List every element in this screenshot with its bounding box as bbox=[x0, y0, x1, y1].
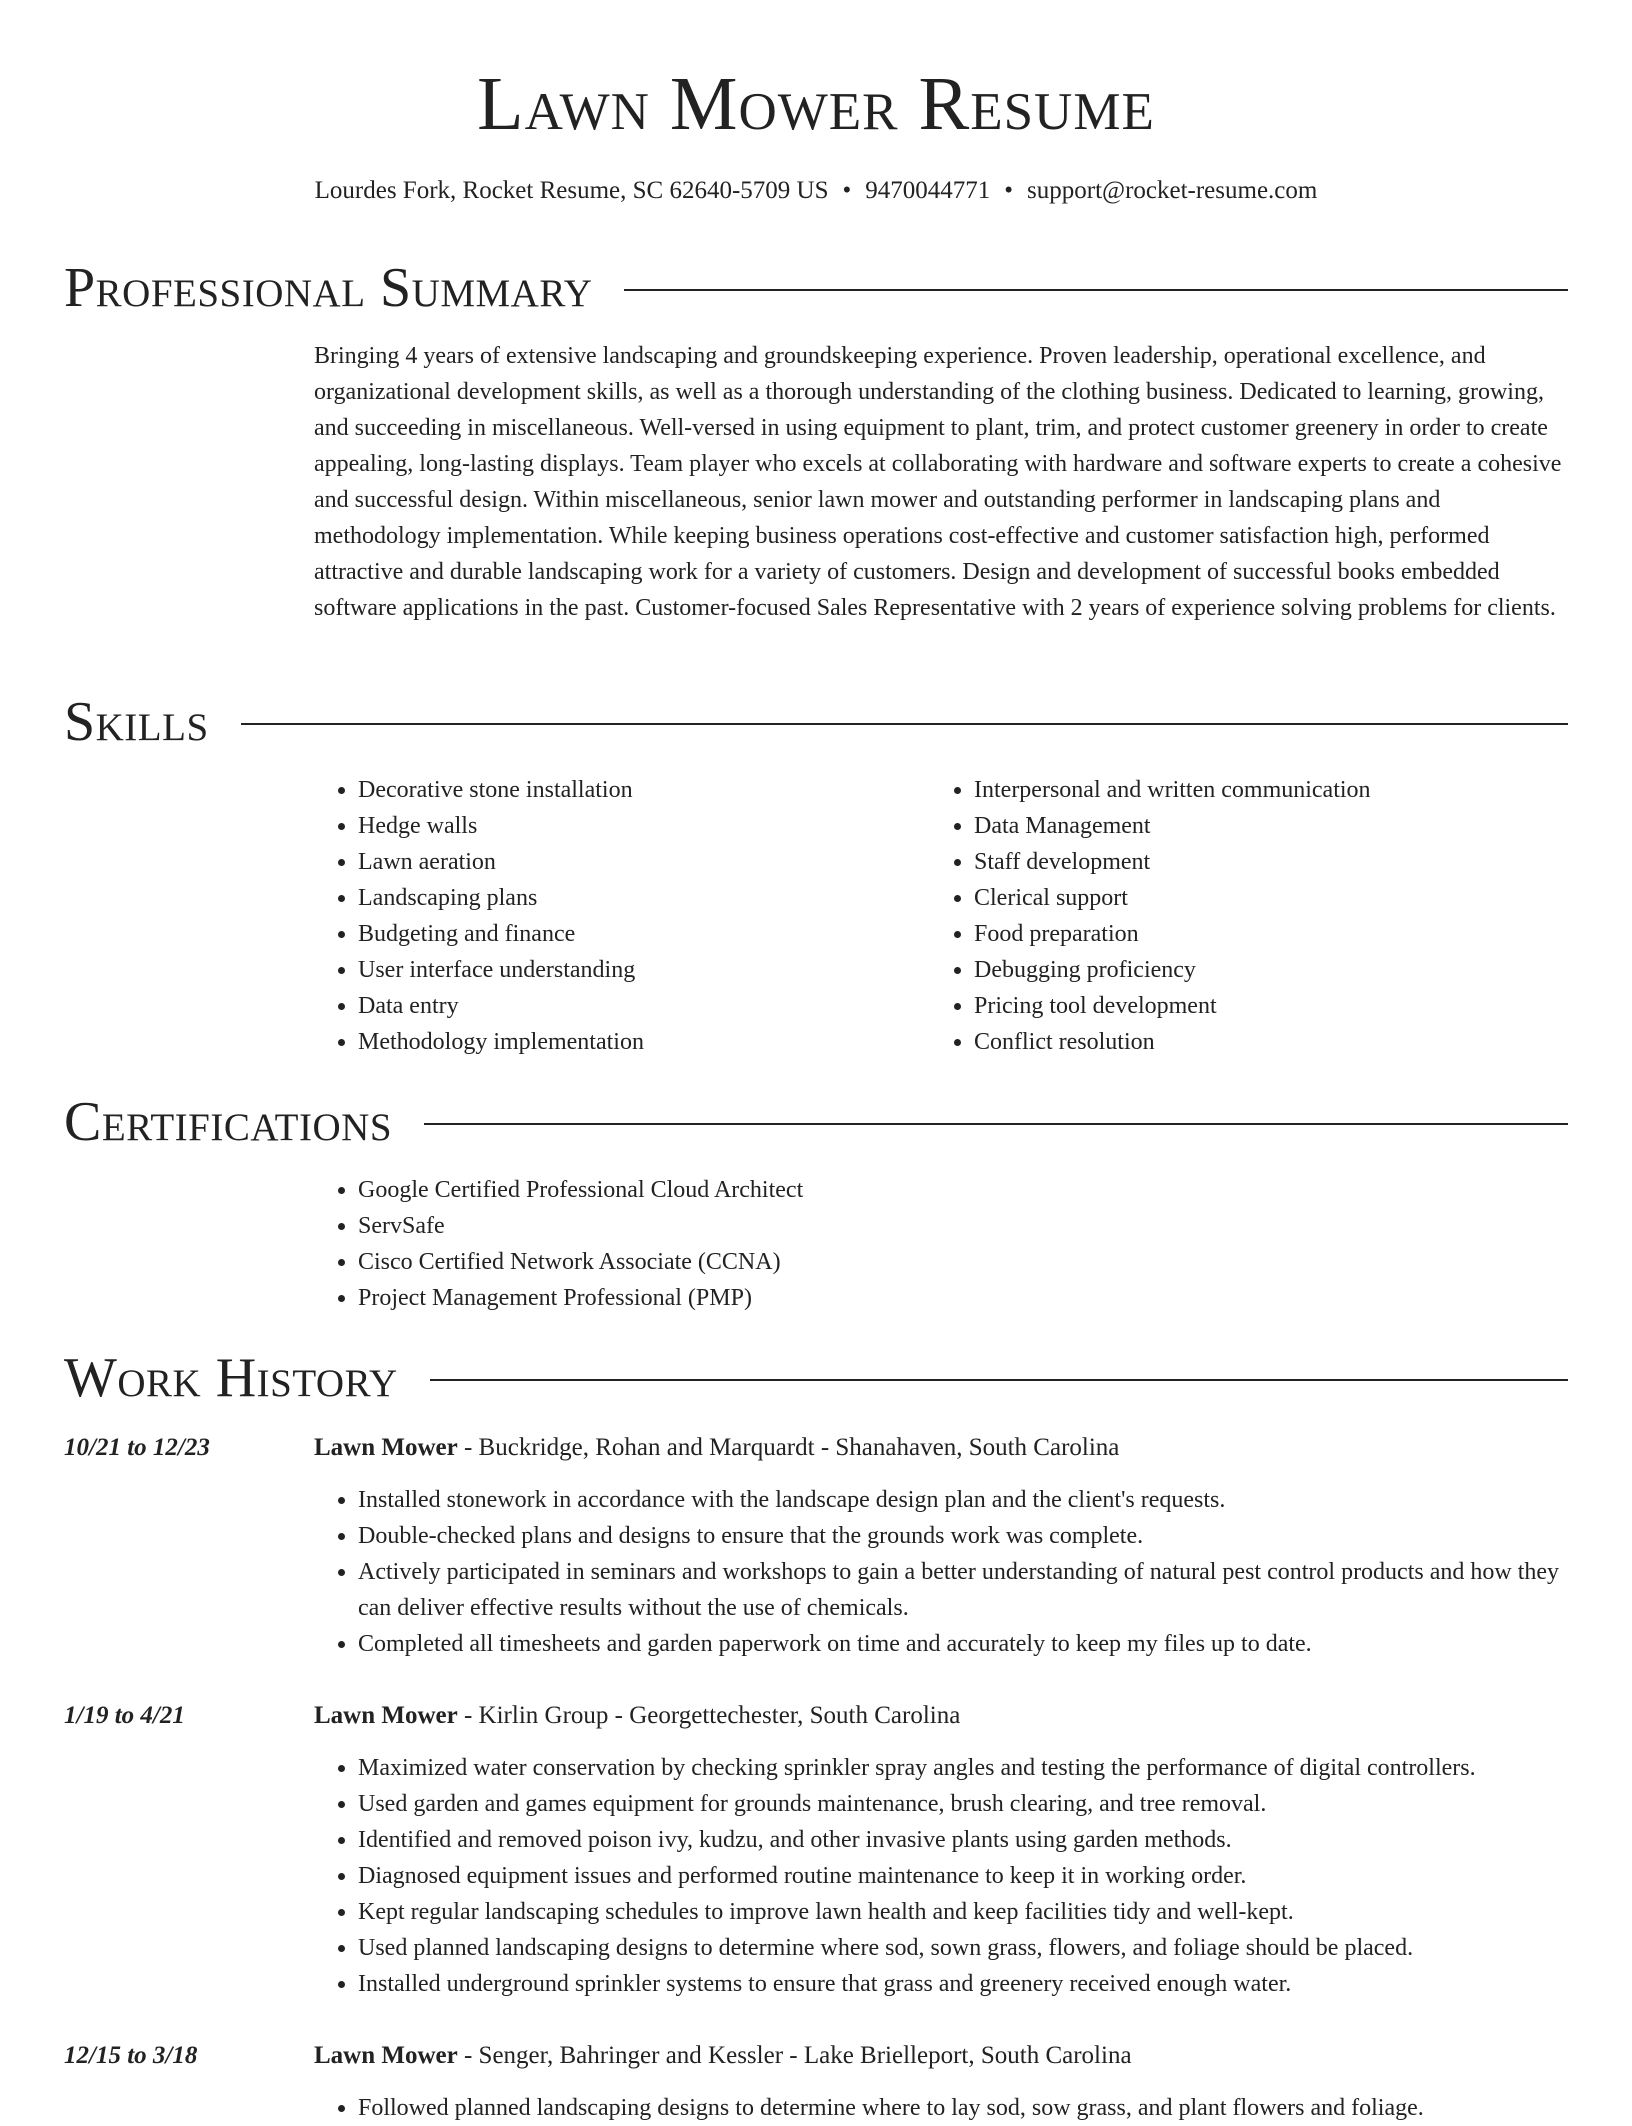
job-employer: - Kirlin Group - Georgettechester, South Carolina bbox=[457, 1702, 961, 1729]
skills-list-right bbox=[930, 772, 1568, 1060]
skills-column-left bbox=[314, 772, 914, 1060]
skill-item: • Pricing tool development bbox=[974, 988, 1568, 1024]
section-divider bbox=[241, 723, 1568, 725]
skill-item: • Decorative stone installation bbox=[358, 772, 914, 808]
job-heading bbox=[314, 1430, 1119, 1466]
skill-item: • Landscaping plans bbox=[358, 880, 914, 916]
summary-section-header bbox=[64, 256, 1568, 320]
job-bullet-item: • Diagnosed equipment issues and performed routine maintenance to keep it in working order. bbox=[358, 1858, 1568, 1894]
skill-item: • Methodology implementation bbox=[358, 1024, 914, 1060]
skill-item: • User interface understanding bbox=[358, 952, 914, 988]
job-bullet-item: • Installed underground sprinkler systems to ensure that grass and greenery received enough water. bbox=[358, 1966, 1568, 2002]
skills-column-right bbox=[930, 772, 1568, 1060]
certifications-block bbox=[314, 1172, 1568, 1316]
job-bullet-item: • Used planned landscaping designs to determine where sod, sown grass, flowers, and foliage should be placed. bbox=[358, 1930, 1568, 1966]
contact-separator: • bbox=[842, 177, 852, 204]
skill-item: • Budgeting and finance bbox=[358, 916, 914, 952]
certification-item: • Google Certified Professional Cloud Architect bbox=[358, 1172, 1568, 1208]
job-bullet-item: • Used garden and games equipment for grounds maintenance, brush clearing, and tree removal. bbox=[358, 1786, 1568, 1822]
certification-item: • ServSafe bbox=[358, 1208, 1568, 1244]
skill-item: • Clerical support bbox=[974, 880, 1568, 916]
job-bullet-item: • Completed all timesheets and garden paperwork on time and accurately to keep my files up to date. bbox=[358, 1626, 1568, 1662]
resume-title: Lawn Mower Resume bbox=[477, 62, 1155, 146]
skill-item: • Food preparation bbox=[974, 916, 1568, 952]
skill-item: • Staff development bbox=[974, 844, 1568, 880]
job-heading bbox=[314, 1698, 960, 1734]
job-bullet-item: • Installed stonework in accordance with the landscape design plan and the client's requests. bbox=[358, 1482, 1568, 1518]
job-bullet-item: • Followed planned landscaping designs to determine where to lay sod, sow grass, and plant flowers and foliage. bbox=[358, 2090, 1568, 2126]
job-bullet-item: • Maximized water conservation by checking sprinkler spray angles and testing the performance of digital controllers. bbox=[358, 1750, 1568, 1786]
section-heading-work-history: Work History bbox=[64, 1347, 398, 1409]
job-employer: - Buckridge, Rohan and Marquardt - Shanahaven, South Carolina bbox=[457, 1434, 1120, 1461]
job-bullet-item: • Double-checked plans and designs to ensure that the grounds work was complete. bbox=[358, 1518, 1568, 1554]
skill-item: • Hedge walls bbox=[358, 808, 914, 844]
job-bullet-item: • Identified and removed poison ivy, kudzu, and other invasive plants using garden methods. bbox=[358, 1822, 1568, 1858]
section-divider bbox=[430, 1379, 1568, 1381]
summary-text: Bringing 4 years of extensive landscaping and groundskeeping experience. Proven leadership, operational excellence, and organizational development skills, as well as a thorough understanding of the clothing business. Dedicated to learning, growing, and succeeding in miscellaneous. Well-versed in using equipment to plant, trim, and protect customer greenery in order to create appealing, long-lasting displays. Team player who excels at collaborating with hardware and software experts to create a cohesive and successful design. Within miscellaneous, senior lawn mower and outstanding performer in landscaping plans and methodology implementation. While keeping business operations cost-effective and customer satisfaction high, performed attractive and durable landscaping work for a variety of customers. Design and development of successful books embedded software applications in the past. Customer-focused Sales Representative with 2 years of experience solving problems for clients. bbox=[314, 343, 1562, 621]
certifications-list bbox=[314, 1172, 1568, 1316]
skill-item: • Lawn aeration bbox=[358, 844, 914, 880]
job-employer: - Senger, Bahringer and Kessler - Lake Brielleport, South Carolina bbox=[457, 2042, 1132, 2069]
job-bullet-item: • Actively participated in seminars and workshops to gain a better understanding of natural pest control products and how they can deliver effective results without the use of chemicals. bbox=[358, 1554, 1568, 1626]
job-role: Lawn Mower bbox=[314, 1702, 458, 1729]
skill-item: • Data Management bbox=[974, 808, 1568, 844]
certification-item: • Cisco Certified Network Associate (CCNA) bbox=[358, 1244, 1568, 1280]
contact-email: support@rocket-resume.com bbox=[1027, 177, 1318, 204]
contact-separator: • bbox=[1004, 177, 1014, 204]
section-divider bbox=[424, 1123, 1568, 1125]
section-heading-skills: Skills bbox=[64, 691, 209, 753]
job-role: Lawn Mower bbox=[314, 2042, 458, 2069]
job-heading bbox=[314, 2038, 1132, 2074]
certification-item: • Project Management Professional (PMP) bbox=[358, 1280, 1568, 1316]
job-bullets-block bbox=[314, 1482, 1568, 1662]
skill-item: • Data entry bbox=[358, 988, 914, 1024]
contact-address: Lourdes Fork, Rocket Resume, SC 62640-5709 US bbox=[314, 177, 829, 204]
job-role: Lawn Mower bbox=[314, 1434, 458, 1461]
skills-list-left bbox=[314, 772, 914, 1060]
contact-phone: 9470044771 bbox=[865, 177, 991, 204]
job-dates: 12/15 to 3/18 bbox=[64, 2042, 198, 2069]
job-bullet-list bbox=[314, 1750, 1568, 2002]
job-bullet-item: • Kept regular landscaping schedules to improve lawn health and keep facilities tidy and well-kept. bbox=[358, 1894, 1568, 1930]
skills-section-header bbox=[64, 690, 1568, 754]
job-bullets-block bbox=[314, 1750, 1568, 2002]
section-heading-certifications: Certifications bbox=[64, 1091, 393, 1153]
certifications-section-header bbox=[64, 1090, 1568, 1154]
job-dates: 1/19 to 4/21 bbox=[64, 1702, 185, 1729]
section-divider bbox=[624, 289, 1568, 291]
job-bullet-list bbox=[314, 1482, 1568, 1662]
contact-line bbox=[0, 174, 1632, 208]
skill-item: • Debugging proficiency bbox=[974, 952, 1568, 988]
work-section-header bbox=[64, 1346, 1568, 1410]
skill-item: • Interpersonal and written communication bbox=[974, 772, 1568, 808]
job-dates: 10/21 to 12/23 bbox=[64, 1434, 210, 1461]
skill-item: • Conflict resolution bbox=[974, 1024, 1568, 1060]
job-bullet-list bbox=[314, 2090, 1568, 2126]
job-bullets-block bbox=[314, 2090, 1568, 2126]
section-heading-summary: Professional Summary bbox=[64, 257, 593, 319]
